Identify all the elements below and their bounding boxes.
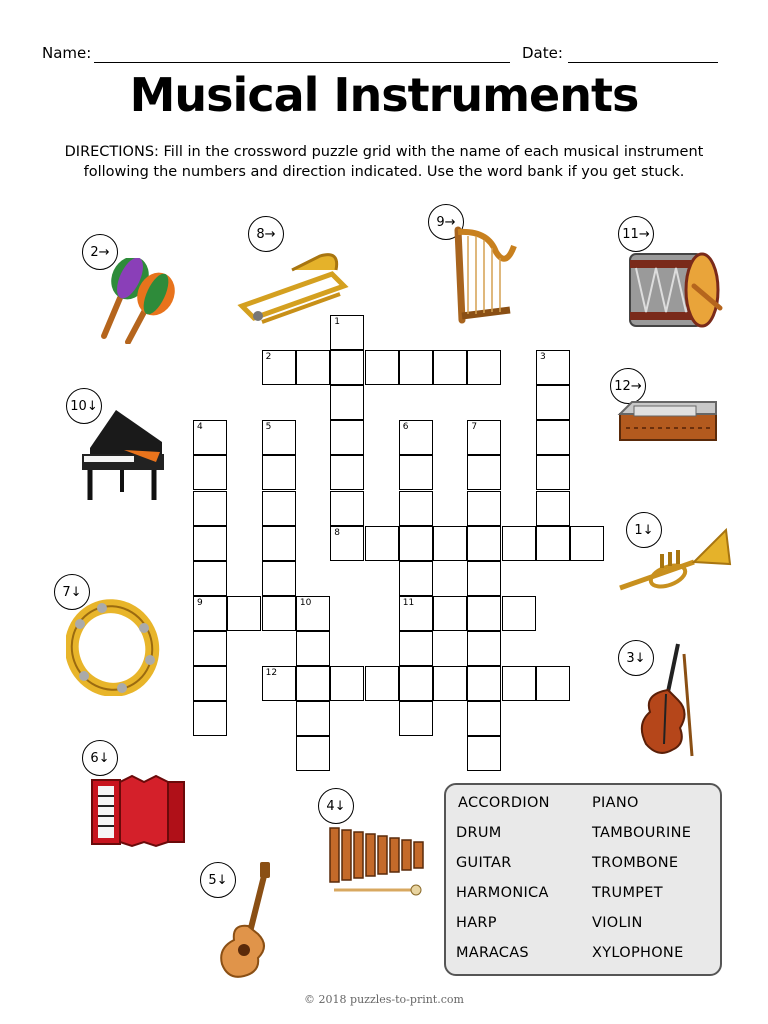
crossword-cell[interactable]	[433, 596, 467, 631]
crossword-cell[interactable]	[467, 526, 501, 561]
cell-clue-number: 7	[471, 422, 478, 433]
word-bank-item: VIOLIN	[592, 915, 643, 931]
word-bank-item: DRUM	[456, 825, 502, 841]
cell-clue-number: 2	[265, 352, 272, 363]
word-bank	[444, 783, 722, 976]
cell-clue-number: 11	[402, 597, 415, 608]
clue-badge-7-down: 7↓	[54, 574, 90, 610]
crossword-cell[interactable]	[330, 666, 364, 701]
crossword-cell[interactable]	[365, 526, 399, 561]
crossword-cell[interactable]	[399, 350, 433, 385]
crossword-cell[interactable]	[433, 666, 467, 701]
crossword-cell[interactable]	[296, 350, 330, 385]
cell-clue-number: 12	[265, 668, 278, 678]
crossword-cell[interactable]	[399, 561, 433, 596]
crossword-cell[interactable]	[296, 596, 330, 631]
crossword-cell[interactable]	[502, 666, 536, 701]
word-bank-item: PIANO	[592, 795, 639, 811]
cell-clue-number: 3	[540, 352, 546, 363]
crossword-cell[interactable]	[433, 526, 467, 561]
crossword-cell[interactable]	[296, 631, 330, 666]
crossword-cell[interactable]	[536, 455, 570, 490]
word-bank-item: ACCORDION	[458, 795, 550, 811]
crossword-cell[interactable]	[467, 561, 501, 596]
crossword-cell[interactable]	[536, 526, 570, 561]
crossword-cell[interactable]	[467, 420, 501, 455]
crossword-cell[interactable]	[227, 596, 261, 631]
clue-badge-11-across: 11→	[618, 216, 654, 252]
tambourine-icon	[66, 598, 160, 696]
violin-icon	[628, 640, 700, 764]
clue-badge-8-across: 8→	[248, 216, 284, 252]
piano-icon	[76, 404, 168, 504]
crossword-cell[interactable]	[262, 420, 296, 455]
crossword-cell[interactable]	[399, 526, 433, 561]
directions-text: DIRECTIONS: Fill in the crossword puzzle grid with the name of each musical instrument following the numbers and direction indicated. Use the word bank if you get stuck.	[64, 144, 704, 180]
crossword-cell[interactable]	[467, 350, 501, 385]
crossword-cell[interactable]	[193, 455, 227, 490]
word-bank-item: XYLOPHONE	[592, 945, 684, 961]
crossword-cell[interactable]	[502, 526, 536, 561]
cell-clue-number: 5	[265, 422, 272, 433]
crossword-cell[interactable]	[399, 596, 433, 631]
page-title: Musical Instruments	[129, 68, 639, 122]
crossword-cell[interactable]	[330, 385, 364, 420]
word-bank-item: HARP	[456, 915, 497, 931]
crossword-cell[interactable]	[467, 596, 501, 631]
crossword-cell[interactable]	[536, 491, 570, 526]
clue-badge-12-across: 12→	[610, 368, 646, 404]
crossword-cell[interactable]	[365, 350, 399, 385]
word-bank-item: TROMBONE	[592, 855, 679, 871]
crossword-cell[interactable]	[365, 666, 399, 701]
crossword-cell[interactable]	[193, 701, 227, 736]
crossword-cell[interactable]	[330, 526, 364, 561]
crossword-cell[interactable]	[502, 596, 536, 631]
crossword-cell[interactable]	[262, 561, 296, 596]
clue-badge-4-down: 4↓	[318, 788, 354, 824]
harmonica-icon	[616, 398, 720, 446]
crossword-cell[interactable]	[467, 736, 501, 771]
crossword-cell[interactable]	[399, 666, 433, 701]
cell-clue-number: 10	[299, 597, 312, 608]
word-bank-item: HARMONICA	[456, 885, 549, 901]
trombone-icon	[232, 250, 356, 330]
word-bank-item: TAMBOURINE	[592, 825, 692, 841]
crossword-cell[interactable]	[467, 631, 501, 666]
cell-clue-number: 9	[197, 597, 203, 608]
word-bank-item: MARACAS	[456, 945, 529, 961]
name-label: Name:	[42, 44, 92, 62]
cell-clue-number: 8	[334, 527, 340, 538]
crossword-cell[interactable]	[296, 701, 330, 736]
crossword-cell[interactable]	[193, 561, 227, 596]
cell-clue-number: 6	[402, 422, 409, 433]
crossword-cell[interactable]	[193, 491, 227, 526]
crossword-cell[interactable]	[536, 420, 570, 455]
xylophone-icon	[326, 826, 430, 900]
crossword-cell[interactable]	[330, 350, 364, 385]
clue-badge-9-across: 9→	[428, 204, 464, 240]
crossword-cell[interactable]	[262, 455, 296, 490]
crossword-cell[interactable]	[399, 420, 433, 455]
crossword-cell[interactable]	[262, 491, 296, 526]
crossword-cell[interactable]	[296, 736, 330, 771]
clue-badge-6-down: 6↓	[82, 740, 118, 776]
crossword-cell[interactable]	[330, 455, 364, 490]
crossword-cell[interactable]	[262, 666, 296, 701]
harp-icon	[448, 226, 522, 326]
trumpet-icon	[614, 526, 734, 600]
guitar-icon	[212, 860, 278, 984]
crossword-cell[interactable]	[467, 455, 501, 490]
maracas-icon	[96, 258, 180, 344]
crossword-cell[interactable]	[262, 526, 296, 561]
crossword-cell[interactable]	[193, 420, 227, 455]
crossword-cell[interactable]	[536, 350, 570, 385]
crossword-cell[interactable]	[467, 666, 501, 701]
crossword-cell[interactable]	[536, 385, 570, 420]
accordion-icon	[90, 774, 186, 848]
crossword-cell[interactable]	[262, 350, 296, 385]
footer-copyright: © 2018 puzzles-to-print.com	[304, 993, 464, 1006]
crossword-cell[interactable]	[467, 491, 501, 526]
crossword-cell[interactable]	[330, 420, 364, 455]
word-bank-item: GUITAR	[456, 855, 512, 871]
crossword-cell[interactable]	[330, 491, 364, 526]
word-bank-item: TRUMPET	[592, 885, 663, 901]
crossword-cell[interactable]	[399, 455, 433, 490]
drum-icon	[624, 246, 724, 332]
crossword-cell[interactable]	[399, 701, 433, 736]
crossword-cell[interactable]	[193, 666, 227, 701]
cell-clue-number: 4	[197, 422, 203, 433]
crossword-cell[interactable]	[193, 631, 227, 666]
crossword-cell[interactable]	[433, 350, 467, 385]
crossword-cell[interactable]	[262, 596, 296, 631]
crossword-cell[interactable]	[536, 666, 570, 701]
clue-badge-5-down: 5↓	[200, 862, 236, 898]
crossword-cell[interactable]	[399, 631, 433, 666]
clue-badge-10-down: 10↓	[66, 388, 102, 424]
crossword-cell[interactable]	[296, 666, 330, 701]
crossword-cell[interactable]	[399, 491, 433, 526]
crossword-cell[interactable]	[193, 596, 227, 631]
cell-clue-number: 1	[334, 317, 340, 327]
clue-badge-3-down: 3↓	[618, 640, 654, 676]
crossword-cell[interactable]	[193, 526, 227, 561]
clue-badge-2-across: 2→	[82, 234, 118, 270]
crossword-cell[interactable]	[467, 701, 501, 736]
clue-badge-1-down: 1↓	[626, 512, 662, 548]
crossword-cell[interactable]	[570, 526, 604, 561]
date-label: Date:	[522, 44, 563, 62]
